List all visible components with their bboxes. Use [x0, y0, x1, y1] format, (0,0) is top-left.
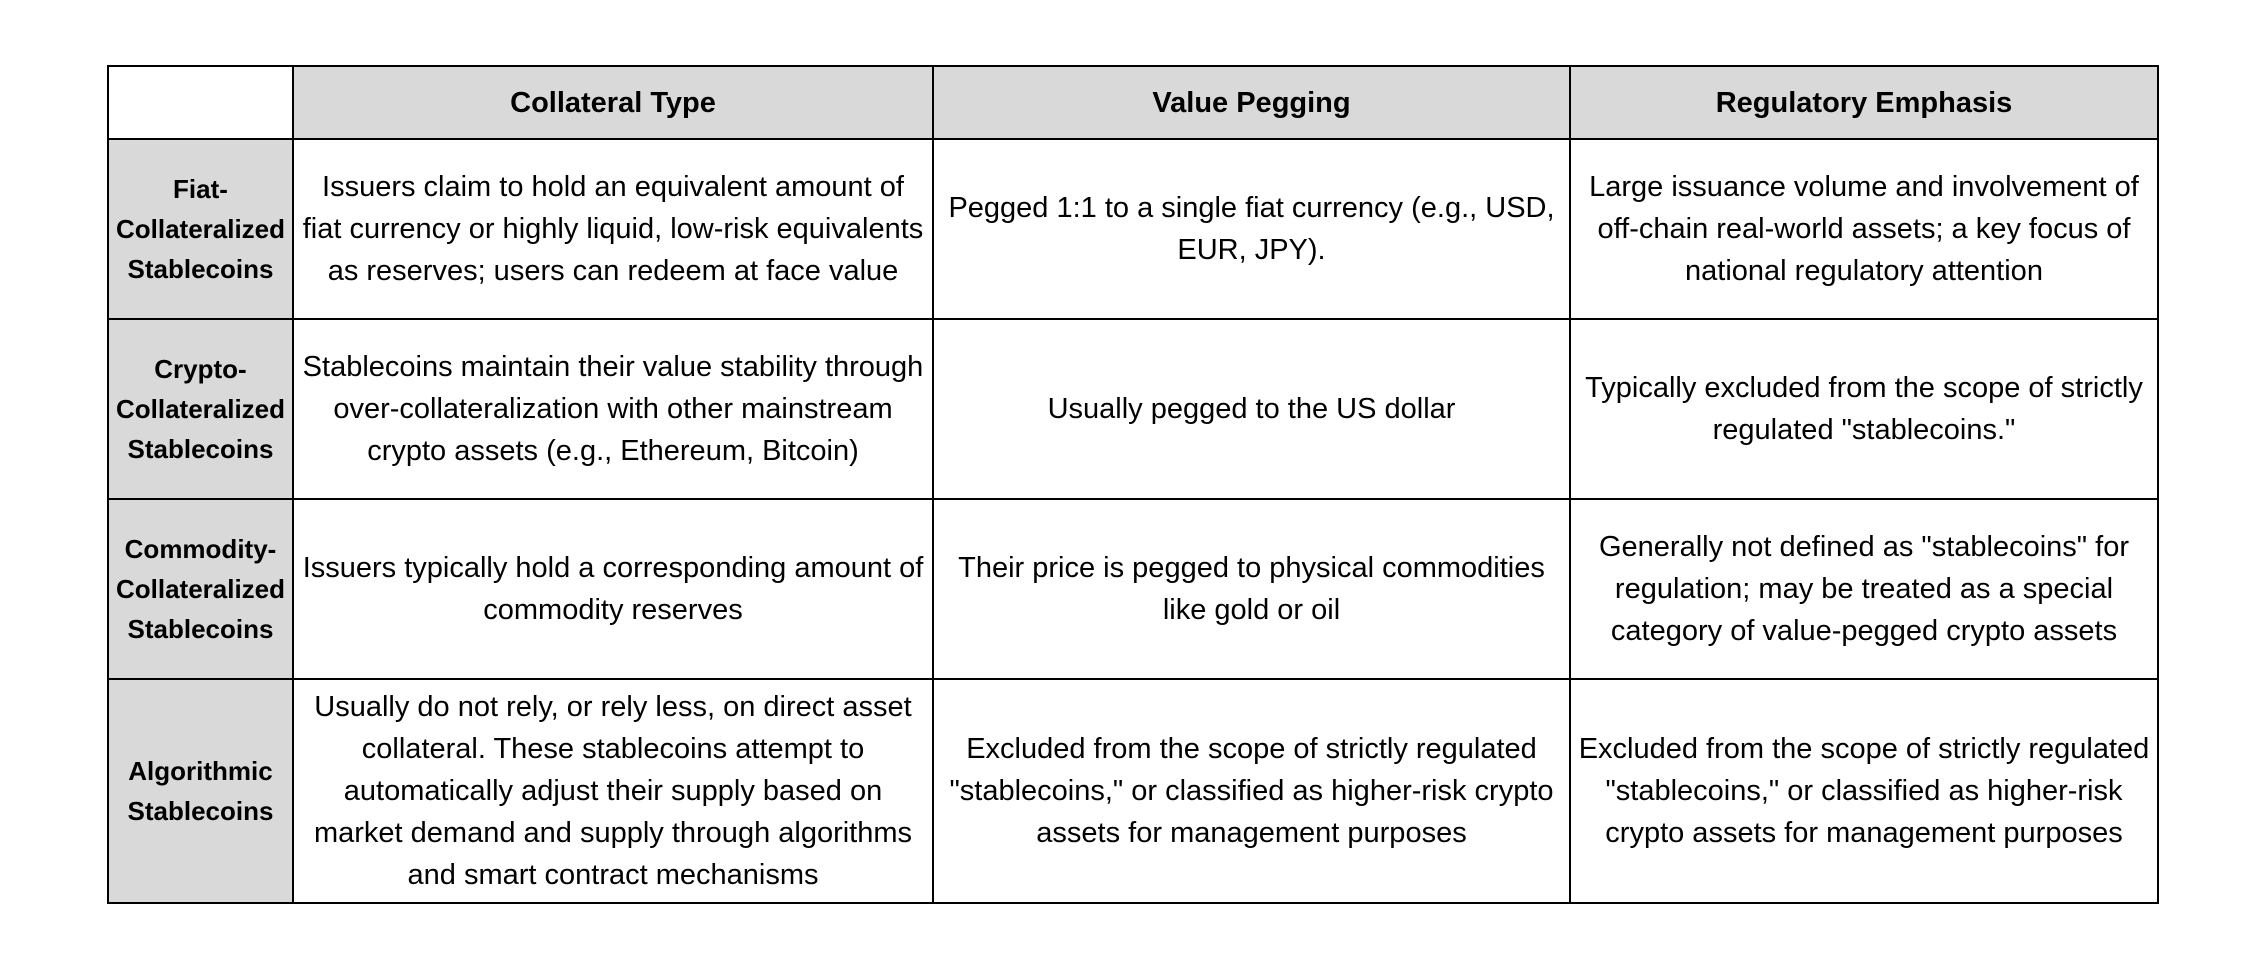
column-header-regulatory-emphasis: Regulatory Emphasis — [1570, 66, 2158, 139]
cell-collateral-type: Stablecoins maintain their value stability through over-collateralization with other mainstream crypto assets (e.g., Ethereum, Bitcoin) — [293, 319, 933, 499]
row-header-algorithmic: Algorithmic Stablecoins — [108, 679, 293, 903]
cell-value-pegging: Pegged 1:1 to a single fiat currency (e.g., USD, EUR, JPY). — [933, 139, 1570, 319]
column-header-collateral-type: Collateral Type — [293, 66, 933, 139]
cell-collateral-type: Usually do not rely, or rely less, on direct asset collateral. These stablecoins attempt to automatically adjust their supply based on market demand and supply through algorithms and smart contract mechanisms — [293, 679, 933, 903]
table-row — [108, 679, 2158, 903]
table-row — [108, 319, 2158, 499]
row-header-fiat-collateralized: Fiat-Collateralized Stablecoins — [108, 139, 293, 319]
cell-value-pegging: Usually pegged to the US dollar — [933, 319, 1570, 499]
row-header-commodity-collateralized: Commodity-Collateralized Stablecoins — [108, 499, 293, 679]
cell-regulatory-emphasis: Excluded from the scope of strictly regulated "stablecoins," or classified as higher-risk crypto assets for management purposes — [1570, 679, 2158, 903]
cell-regulatory-emphasis: Large issuance volume and involvement of off-chain real-world assets; a key focus of national regulatory attention — [1570, 139, 2158, 319]
column-header-value-pegging: Value Pegging — [933, 66, 1570, 139]
cell-value-pegging: Their price is pegged to physical commodities like gold or oil — [933, 499, 1570, 679]
table-row — [108, 139, 2158, 319]
cell-collateral-type: Issuers typically hold a corresponding amount of commodity reserves — [293, 499, 933, 679]
stablecoin-comparison-table — [107, 65, 2159, 904]
cell-regulatory-emphasis: Typically excluded from the scope of strictly regulated "stablecoins." — [1570, 319, 2158, 499]
corner-cell — [108, 66, 293, 139]
header-row — [108, 66, 2158, 139]
cell-collateral-type: Issuers claim to hold an equivalent amount of fiat currency or highly liquid, low-risk equivalents as reserves; users can redeem at face value — [293, 139, 933, 319]
cell-regulatory-emphasis: Generally not defined as "stablecoins" for regulation; may be treated as a special category of value-pegged crypto assets — [1570, 499, 2158, 679]
cell-value-pegging: Excluded from the scope of strictly regulated "stablecoins," or classified as higher-risk crypto assets for management purposes — [933, 679, 1570, 903]
table-row — [108, 499, 2158, 679]
row-header-crypto-collateralized: Crypto-Collateralized Stablecoins — [108, 319, 293, 499]
